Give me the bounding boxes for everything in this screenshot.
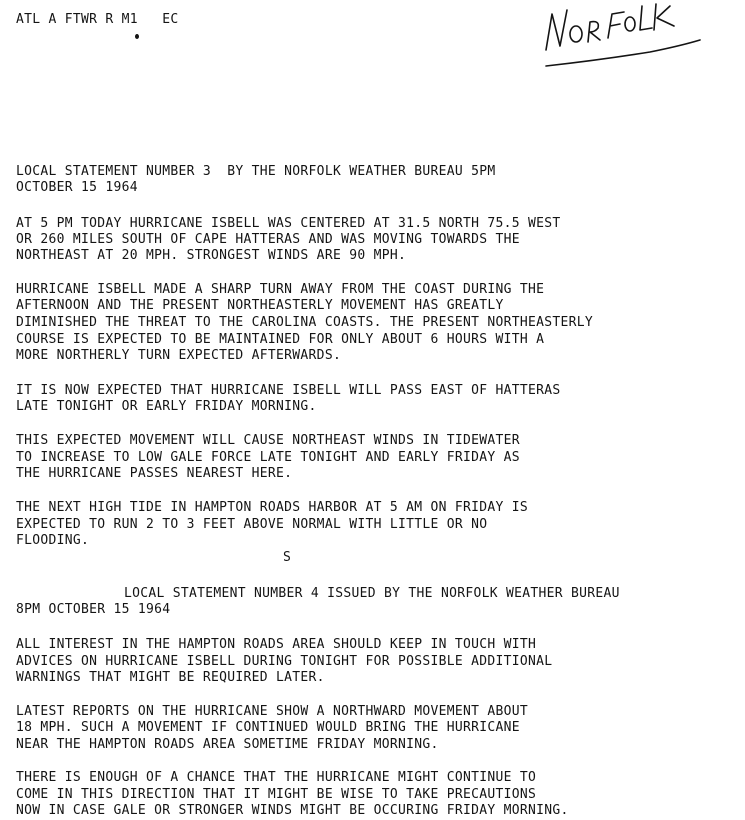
statement3-p2-line-3: DIMINISHED THE THREAT TO THE CAROLINA COASTS. THE PRESENT NORTHEASTERLY [16,315,593,330]
statement4-heading-line-1: LOCAL STATEMENT NUMBER 4 ISSUED BY THE NORFOLK WEATHER BUREAU [124,586,620,601]
statement3-p5-line-3: FLOODING. [16,533,90,548]
statement3-p5-line-2: EXPECTED TO RUN 2 TO 3 FEET ABOVE NORMAL WITH LITTLE OR NO [16,517,488,532]
statement4-p3-line-1: THERE IS ENOUGH OF A CHANCE THAT THE HURRICANE MIGHT CONTINUE TO [16,770,537,785]
statement3-p2-line-5: MORE NORTHERLY TURN EXPECTED AFTERWARDS. [16,348,342,363]
handwritten-norfolk-signature [540,0,710,80]
statement4-heading-line-2: 8PM OCTOBER 15 1964 [16,602,171,617]
statement3-p1-line-2: OR 260 MILES SOUTH OF CAPE HATTERAS AND WAS MOVING TOWARDS THE [16,232,520,247]
statement4-p2-line-1: LATEST REPORTS ON THE HURRICANE SHOW A NORTHWARD MOVEMENT ABOUT [16,704,528,719]
statement4-p2-line-2: 18 MPH. SUCH A MOVEMENT IF CONTINUED WOULD BRING THE HURRICANE [16,720,520,735]
statement3-heading-line-2: OCTOBER 15 1964 [16,180,138,195]
statement3-p2-line-2: AFTERNOON AND THE PRESENT NORTHEASTERLY MOVEMENT HAS GREATLY [16,298,504,313]
teletype-routing-code: ATL A FTWR R M1 EC [16,12,179,27]
statement3-p2-line-4: COURSE IS EXPECTED TO BE MAINTAINED FOR ONLY ABOUT 6 HOURS WITH A [16,332,545,347]
statement4-p3-line-2: COME IN THIS DIRECTION THAT IT MIGHT BE WISE TO TAKE PRECAUTIONS [16,787,537,802]
statement3-heading-line-1: LOCAL STATEMENT NUMBER 3 BY THE NORFOLK WEATHER BUREAU 5PM [16,164,496,179]
statement4-p2-line-3: NEAR THE HAMPTON ROADS AREA SOMETIME FRIDAY MORNING. [16,737,439,752]
ink-dot [135,34,139,39]
statement3-p4-line-2: TO INCREASE TO LOW GALE FORCE LATE TONIGHT AND EARLY FRIDAY AS [16,450,520,465]
statement3-p3-line-2: LATE TONIGHT OR EARLY FRIDAY MORNING. [16,399,317,414]
statement3-p3-line-1: IT IS NOW EXPECTED THAT HURRICANE ISBELL WILL PASS EAST OF HATTERAS [16,383,561,398]
statement-separator: S [283,550,292,565]
statement4-p1-line-1: ALL INTEREST IN THE HAMPTON ROADS AREA SHOULD KEEP IN TOUCH WITH [16,637,537,652]
statement3-p4-line-3: THE HURRICANE PASSES NEAREST HERE. [16,466,293,481]
statement3-p1-line-3: NORTHEAST AT 20 MPH. STRONGEST WINDS ARE 90 MPH. [16,248,407,263]
statement3-p2-line-1: HURRICANE ISBELL MADE A SHARP TURN AWAY FROM THE COAST DURING THE [16,282,545,297]
statement3-p4-line-1: THIS EXPECTED MOVEMENT WILL CAUSE NORTHEAST WINDS IN TIDEWATER [16,433,520,448]
statement3-p5-line-1: THE NEXT HIGH TIDE IN HAMPTON ROADS HARBOR AT 5 AM ON FRIDAY IS [16,500,528,515]
statement3-p1-line-1: AT 5 PM TODAY HURRICANE ISBELL WAS CENTERED AT 31.5 NORTH 75.5 WEST [16,216,561,231]
statement4-p1-line-2: ADVICES ON HURRICANE ISBELL DURING TONIGHT FOR POSSIBLE ADDITIONAL [16,654,553,669]
statement4-p1-line-3: WARNINGS THAT MIGHT BE REQUIRED LATER. [16,670,325,685]
statement4-p3-line-3: NOW IN CASE GALE OR STRONGER WINDS MIGHT BE OCCURING FRIDAY MORNING. [16,803,569,818]
